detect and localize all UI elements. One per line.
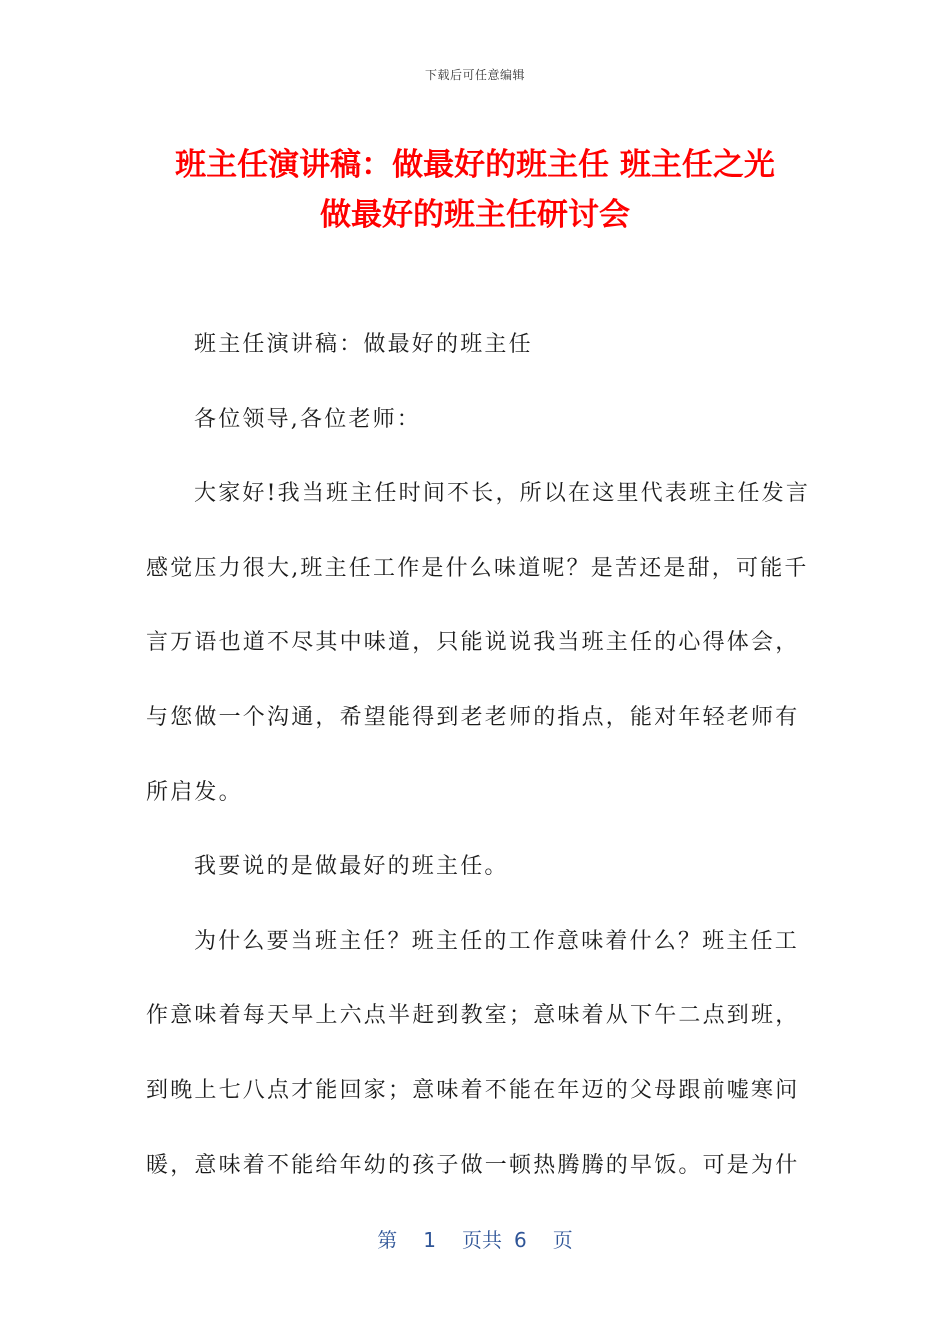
paragraph-line: 所启发。 <box>146 779 243 805</box>
paragraph-line: 我要说的是做最好的班主任。 <box>194 854 509 880</box>
title-line-2: 做最好的班主任研讨会 <box>320 197 630 233</box>
paragraph-line: 作意味着每天早上六点半赶到教室；意味着从下午二点到班， <box>146 1003 800 1029</box>
paragraph-line: 言万语也道不尽其中味道，只能说说我当班主任的心得体会， <box>146 630 800 656</box>
paragraph-greeting: 各位领导,各位老师： <box>194 406 421 432</box>
page-footer <box>0 1224 950 1253</box>
paragraph-line: 大家好!我当班主任时间不长，所以在这里代表班主任发言 <box>194 481 811 507</box>
paragraph-line: 与您做一个沟通，希望能得到老老师的指点，能对年轻老师有 <box>146 704 800 730</box>
footer-prefix: 第 <box>377 1228 398 1252</box>
footer-middle: 页共 <box>462 1228 502 1252</box>
footer-current-page: 1 <box>423 1228 436 1252</box>
footer-suffix: 页 <box>552 1228 573 1252</box>
document-body <box>146 320 811 1215</box>
document-title <box>100 140 850 240</box>
paragraph-line: 感觉压力很大,班主任工作是什么味道呢？是苦还是甜，可能千 <box>146 555 809 581</box>
title-line-1: 班主任演讲稿：做最好的班主任 班主任之光 <box>175 147 775 183</box>
page-header: 下载后可任意编辑 <box>424 68 525 82</box>
paragraph-line: 为什么要当班主任？班主任的工作意味着什么？班主任工 <box>194 928 800 954</box>
paragraph-line: 到晚上七八点才能回家；意味着不能在年迈的父母跟前嘘寒问 <box>146 1077 800 1103</box>
footer-total-pages: 6 <box>514 1228 527 1252</box>
paragraph-heading: 班主任演讲稿：做最好的班主任 <box>194 332 533 357</box>
paragraph-line: 暖，意味着不能给年幼的孩子做一顿热腾腾的早饭。可是为什 <box>146 1152 800 1178</box>
